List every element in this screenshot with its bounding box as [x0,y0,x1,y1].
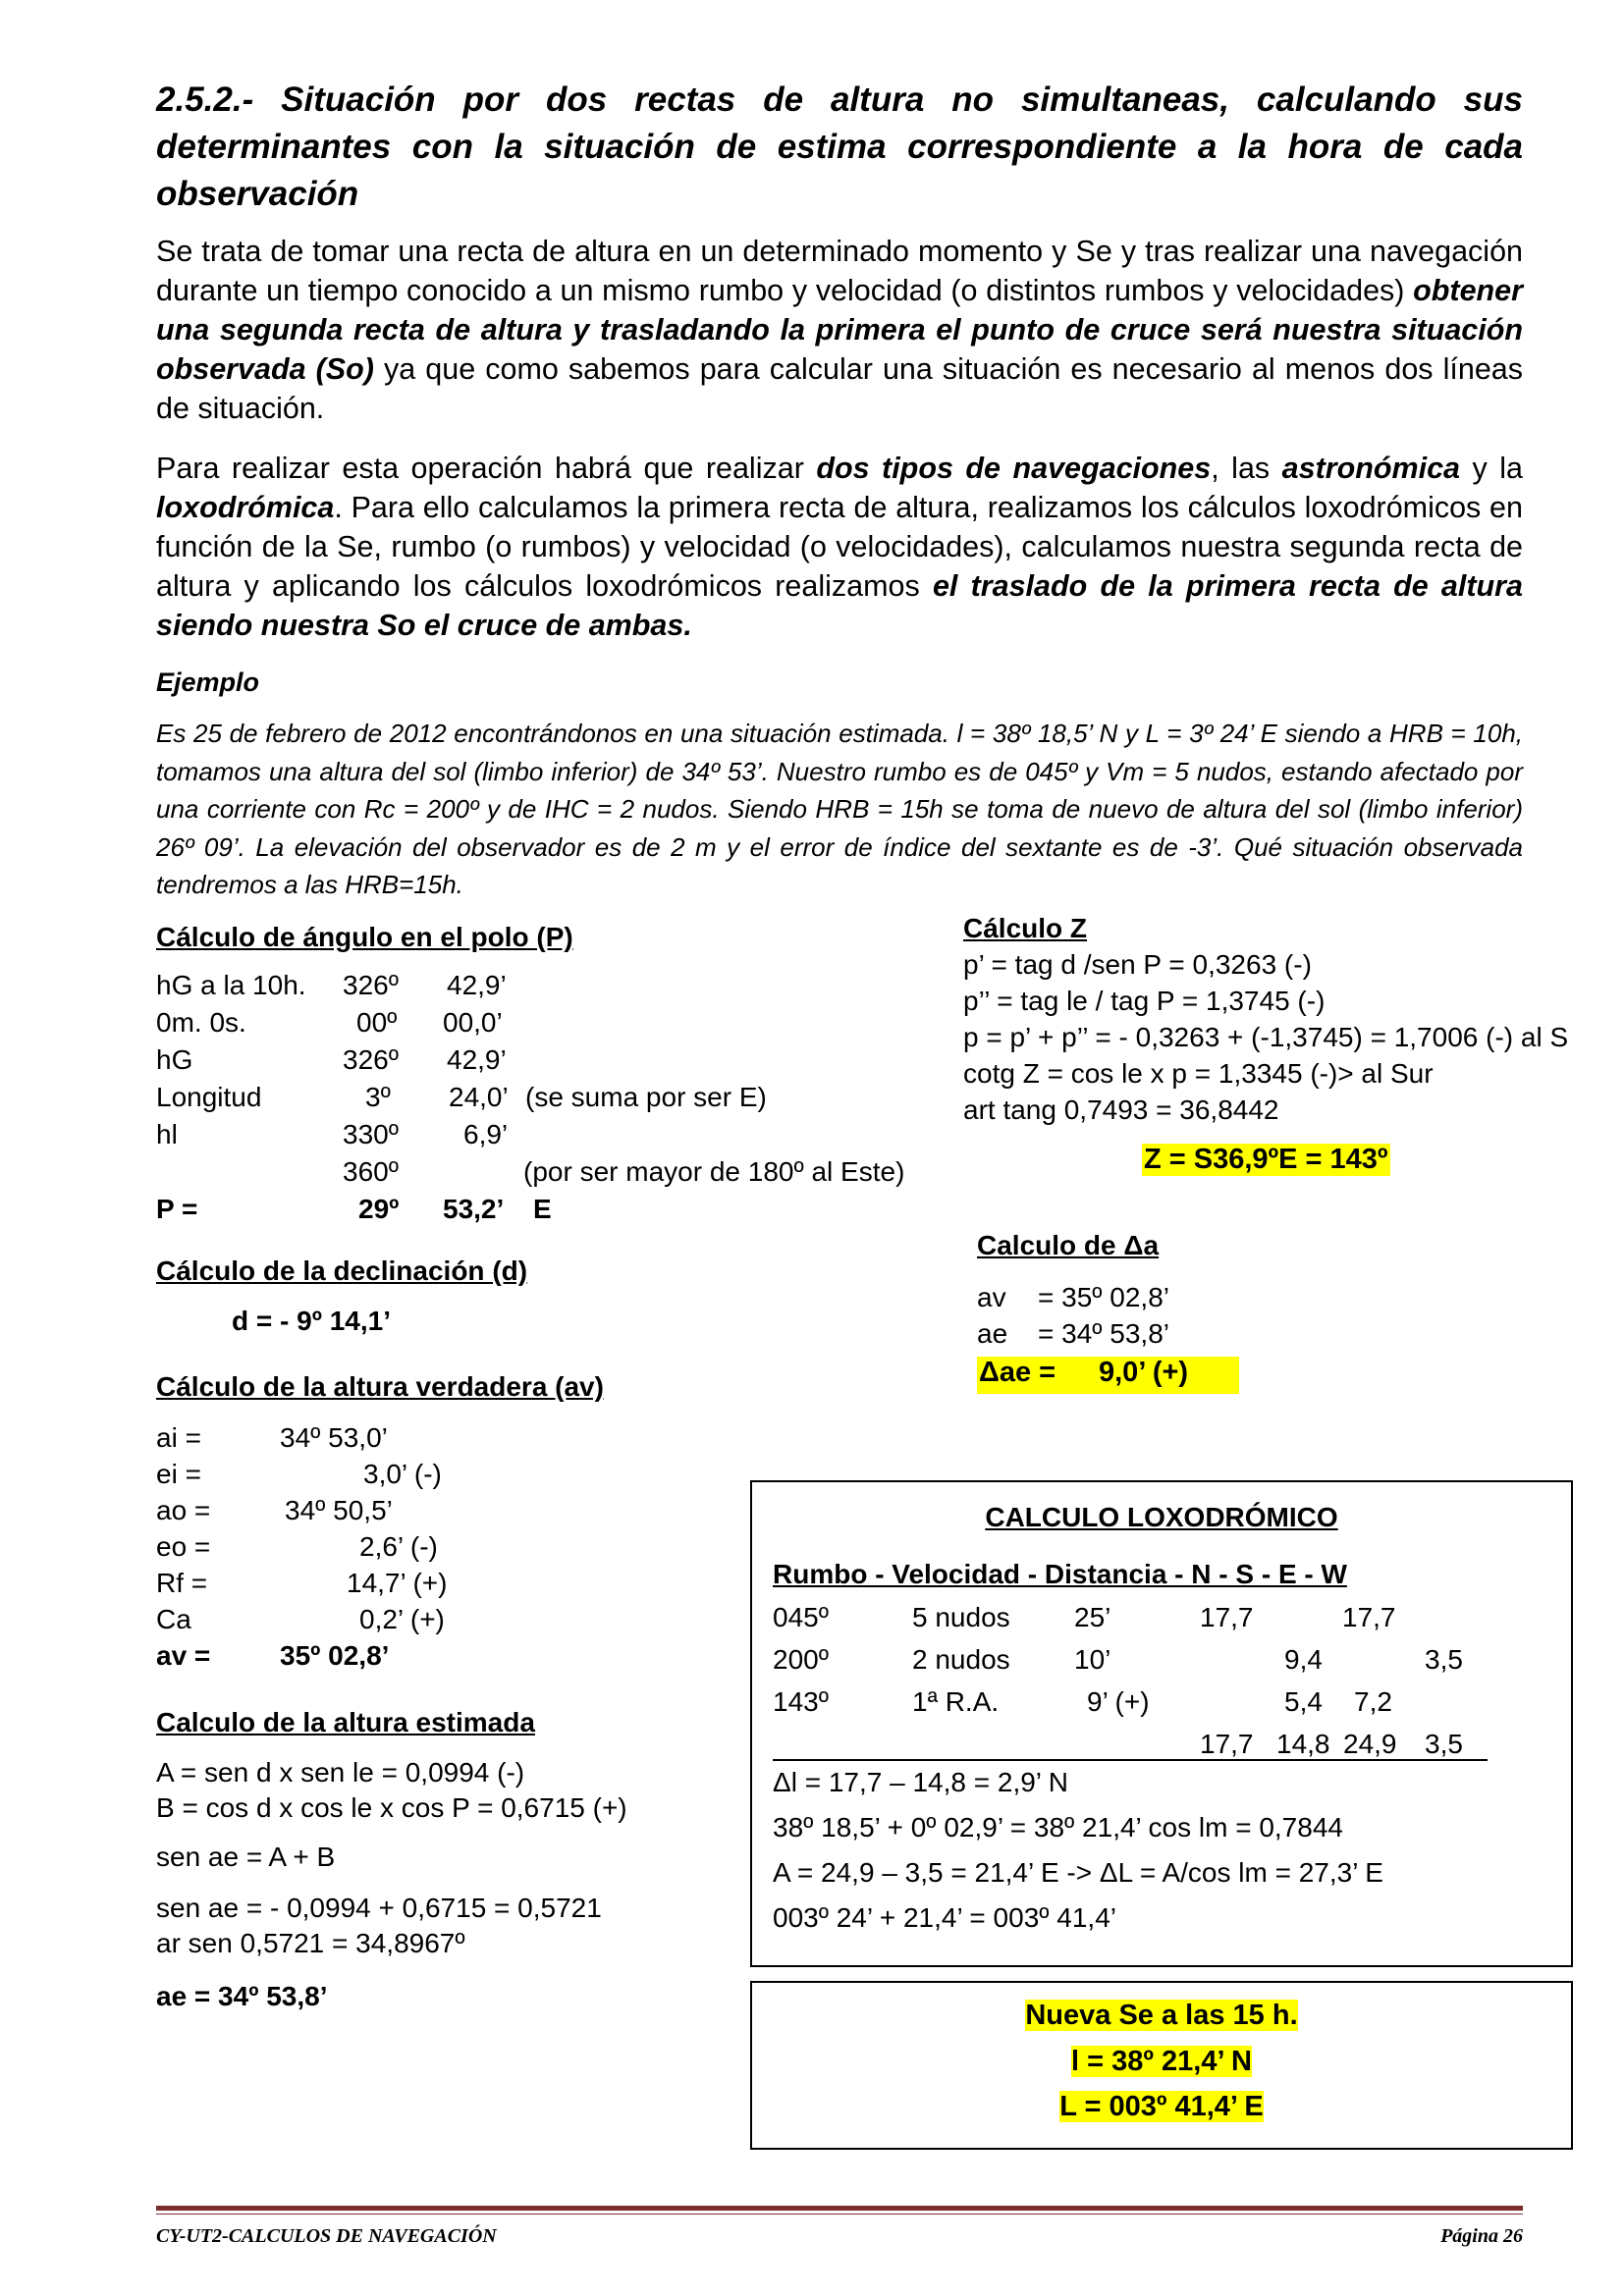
ae-line-arsen: ar sen 0,5721 = 34,8967º [156,1928,465,1958]
polo-label: hl [156,1119,178,1149]
nueva-se-lat: l = 38º 21,4’ N [1071,2046,1252,2077]
av-label: ai = [156,1422,201,1453]
z-line-p1: p’ = tag d /sen P = 0,3263 (-) [963,949,1312,980]
declinacion-heading: Cálculo de la declinación (d) [156,1255,528,1286]
lox-distancia: 9’ (+) [1087,1686,1150,1717]
nueva-se-title: Nueva Se a las 15 h. [1025,2000,1298,2031]
av-value: 34º 53,0’ [280,1422,388,1453]
polo-note: (se suma por ser E) [525,1082,767,1112]
delta-a-ae-value: = 34º 53,8’ [1038,1318,1169,1349]
lox-s: 5,4 [1284,1686,1323,1717]
para2-emphasis-h: el traslado de la primera recta de altura siendo nuestra So el cruce de ambas. [156,569,1523,642]
delta-ae-result [977,1357,1239,1394]
lox-velocidad: 2 nudos [912,1644,1010,1675]
lox-line-lon: 003º 24’ + 21,4’ = 003º 41,4’ [773,1902,1116,1933]
para1-text-c: ya que como sabemos para calcular una situación es necesario al menos dos líneas de situación. [156,352,1523,425]
method-paragraph [156,449,1523,645]
footer-rule-thin [156,2214,1523,2215]
polo-result-deg: 29º [358,1194,400,1224]
av-value: 3,0’ (-) [363,1459,442,1489]
polo-result-dir: E [533,1194,552,1224]
polo-result-label: P = [156,1194,198,1224]
lox-row [773,1644,1519,1686]
nueva-se-lat-wrap [750,2042,1573,2081]
polo-label: hG a la 10h. [156,970,306,1000]
altura-verdadera-heading: Cálculo de la altura verdadera (av) [156,1371,604,1402]
polo-deg: 330º [343,1119,399,1149]
para2-emphasis-f: loxodrómica [156,491,335,524]
para1-text-a: Se trata de tomar una recta de altura en un determinado momento y Se y tras realizar una navegación durante un tiempo conocido a un mismo rumbo y velocidad (o distintos rumbos y velocidades) [156,235,1523,307]
lox-line-dl: Δl = 17,7 – 14,8 = 2,9’ N [773,1767,1068,1797]
av-value: 2,6’ (-) [359,1531,438,1562]
delta-ae-label: Δae = [979,1357,1056,1388]
lox-row [773,1602,1519,1644]
para2-emphasis-b: dos tipos de navegaciones [816,452,1212,485]
polo-label: hG [156,1044,193,1075]
ae-line-a: A = sen d x sen le = 0,0994 (-) [156,1757,525,1788]
av-value: 14,7’ (+) [347,1568,448,1598]
lox-total-e: 24,9 [1343,1729,1397,1759]
z-line-p: p = p’ + p’’ = - 0,3263 + (-1,3745) = 1,7006 (-) al S [963,1022,1569,1052]
lox-line-a: A = 24,9 – 3,5 = 21,4’ E -> ΔL = A/cos lm = 27,3’ E [773,1857,1383,1888]
polo-deg: 326º [343,1044,399,1075]
delta-a-heading: Calculo de Δa [977,1230,1160,1260]
para1-emphasis: obtener una segunda recta de altura y trasladando la primera el punto de cruce será nuestra situación observada (So) [156,274,1523,386]
lox-totals-row [773,1729,1519,1771]
lox-rumbo: 143º [773,1686,829,1717]
delta-a-av-value: = 35º 02,8’ [1038,1282,1169,1312]
lox-row [773,1686,1519,1729]
para2-text-a: Para realizar esta operación habrá que realizar [156,452,817,485]
lox-total-w: 3,5 [1425,1729,1463,1759]
lox-rumbo: 045º [773,1602,829,1632]
z-line-p2: p’’ = tag le / tag P = 1,3745 (-) [963,986,1326,1016]
lox-e: 7,2 [1354,1686,1392,1717]
polo-min: 00,0’ [443,1007,503,1038]
lox-distancia: 10’ [1074,1644,1111,1675]
polo-min: 6,9’ [463,1119,509,1149]
nueva-se-lon: L = 003º 41,4’ E [1059,2091,1264,2122]
loxodromico-header: Rumbo - Velocidad - Distancia - N - S - E - W [773,1559,1347,1589]
nueva-se-title-wrap [750,1996,1573,2035]
para2-emphasis-d: astronómica [1281,452,1461,485]
lox-line-lat: 38º 18,5’ + 0º 02,9’ = 38º 21,4’ cos lm = 0,7844 [773,1812,1343,1842]
av-label: eo = [156,1531,211,1562]
av-result-value: 35º 02,8’ [280,1640,390,1671]
lox-distancia: 25’ [1074,1602,1111,1632]
polo-min: 42,9’ [447,970,507,1000]
ae-result: ae = 34º 53,8’ [156,1981,328,2011]
polo-label: Longitud [156,1082,262,1112]
calculo-z-heading: Cálculo Z [963,913,1088,943]
ae-line-sen: sen ae = A + B [156,1842,336,1872]
footer-left: CY-UT2-CALCULOS DE NAVEGACIÓN [156,2225,497,2247]
declinacion-value: d = - 9º 14,1’ [232,1306,391,1336]
z-line-cotg: cotg Z = cos le x p = 1,3345 (-)> al Sur [963,1058,1434,1089]
lox-sum-rule [773,1759,1488,1761]
footer-page-number: Página 26 [1440,2225,1523,2247]
lox-e: 17,7 [1342,1602,1396,1632]
polo-label: 0m. 0s. [156,1007,246,1038]
intro-paragraph [156,232,1523,428]
polo-result-min: 53,2’ [443,1194,505,1224]
polo-deg: 326º [343,970,399,1000]
polo-heading: Cálculo de ángulo en el polo (P) [156,922,573,952]
polo-deg: 3º [365,1082,391,1112]
av-value: 34º 50,5’ [285,1495,393,1525]
footer-rule [156,2206,1523,2211]
para2-text-g: . Para ello calculamos la primera recta de altura, realizamos los cálculos loxodrómicos en función de la Se, rumbo (o rumbos) y velocidad (o velocidades), calculamos nuestra segunda recta de altura y aplicando los cálculos loxodrómicos realizamos [156,491,1523,603]
example-heading: Ejemplo [156,667,260,697]
av-label: ei = [156,1459,201,1489]
lox-w: 3,5 [1425,1644,1463,1675]
z-line-arttang: art tang 0,7493 = 36,8442 [963,1095,1279,1125]
delta-a-av-label: av [977,1282,1006,1312]
polo-min: 24,0’ [449,1082,509,1112]
example-statement: Es 25 de febrero de 2012 encontrándonos en una situación estimada. l = 38º 18,5’ N y L = 3º 24’ E siendo a HRB = 10h, tomamos una altura del sol (limbo inferior) de 34º 53’. Nuestro rumbo es de 045º y Vm = 5 nudos, estando afectado por una corriente con Rc = 200º y de IHC = 2 nudos. Siendo HRB = 15h se toma de nuevo de altura del sol (limbo inferior) 26º 09’. La elevación del observador es de 2 m y el error de índice del sextante es de -3’. Qué situación observada tendremos a las HRB=15h. [156,719,1523,899]
polo-deg: 00º [356,1007,398,1038]
lox-velocidad: 1ª R.A. [912,1686,1000,1717]
ae-line-sum: sen ae = - 0,0994 + 0,6715 = 0,5721 [156,1893,602,1923]
av-label: ao = [156,1495,211,1525]
delta-ae-value: 9,0’ (+) [1099,1357,1189,1388]
para2-text-c: , las [1211,452,1282,485]
polo-min: 42,9’ [447,1044,507,1075]
polo-deg: 360º [343,1156,399,1187]
para2-text-e: y la [1460,452,1523,485]
ae-line-b: B = cos d x cos le x cos P = 0,6715 (+) [156,1792,627,1823]
loxodromico-title: CALCULO LOXODRÓMICO [985,1502,1338,1532]
nueva-se-lon-wrap [750,2087,1573,2126]
altura-estimada-heading: Calculo de la altura estimada [156,1707,535,1737]
section-title: 2.5.2.- Situación por dos rectas de altura no simultaneas, calculando sus determinantes con la situación de estima correspondiente a la hora de cada observación [156,80,1523,213]
z-result: Z = S36,9ºE = 143º [1144,1144,1388,1175]
av-label: Rf = [156,1568,208,1598]
lox-total-s: 14,8 [1276,1729,1330,1759]
lox-n: 17,7 [1200,1602,1254,1632]
av-label: Ca [156,1604,191,1634]
lox-rumbo: 200º [773,1644,829,1675]
av-value: 0,2’ (+) [359,1604,445,1634]
lox-velocidad: 5 nudos [912,1602,1010,1632]
polo-note: (por ser mayor de 180º al Este) [523,1156,905,1187]
delta-a-ae-label: ae [977,1318,1008,1349]
lox-total-n: 17,7 [1200,1729,1254,1759]
lox-s: 9,4 [1284,1644,1323,1675]
loxodromico-table [773,1602,1519,1771]
av-result-label: av = [156,1640,211,1671]
